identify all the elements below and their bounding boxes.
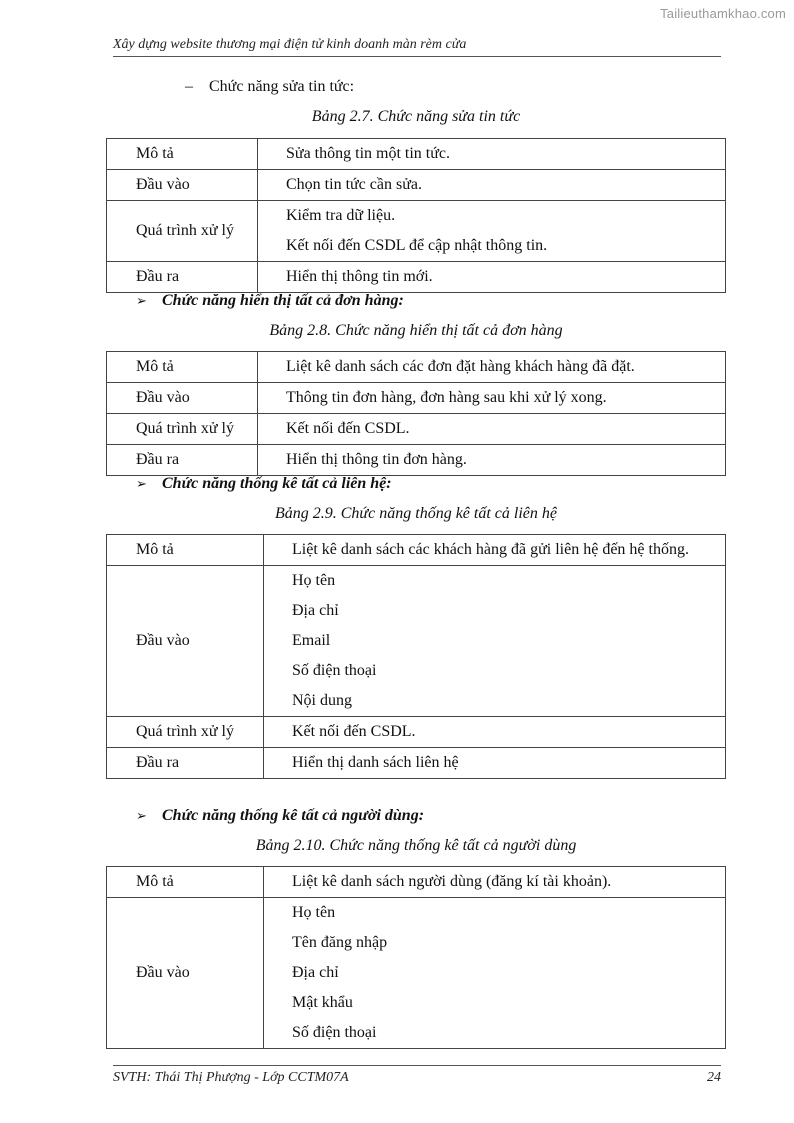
row-label: Đầu vào [107,170,258,201]
row-label: Đầu vào [107,566,264,717]
value-line: Mật khẩu [292,994,353,1011]
table-row [107,352,726,383]
row-label: Đầu ra [107,262,258,293]
row-value: Kết nối đến CSDL. [258,414,726,445]
table-row [107,566,726,717]
row-label: Mô tả [107,535,264,566]
value-line: Nội dung [292,692,352,709]
heading-text: Chức năng hiển thị tất cả đơn hàng: [162,292,404,309]
footer-author: SVTH: Thái Thị Phượng - Lớp CCTM07A [113,1070,349,1085]
table-row [107,139,726,170]
row-label: Mô tả [107,352,258,383]
spec-table-2-10 [106,866,726,1049]
arrow-bullet-icon: ➢ [136,809,147,824]
dash-bullet-icon: – [185,78,193,95]
value-line: Số điện thoại [292,662,377,679]
table-caption: Bảng 2.7. Chức năng sửa tin tức [311,108,521,125]
value-line: Kiểm tra dữ liệu. [286,207,396,224]
table-row [107,414,726,445]
table-row [107,445,726,476]
row-value: Hiển thị thông tin mới. [258,262,726,293]
row-value [258,201,726,262]
heading-text: Chức năng sửa tin tức: [209,78,355,95]
row-value: Sửa thông tin một tin tức. [258,139,726,170]
value-line: Số điện thoại [292,1024,377,1041]
row-value [264,566,726,717]
watermark: Tailieuthamkhao.com [660,6,786,21]
row-label: Đầu vào [107,383,258,414]
row-value [264,898,726,1049]
row-label: Quá trình xử lý [107,414,258,445]
spec-table-2-8 [106,351,726,476]
table-row [107,867,726,898]
table-row [107,535,726,566]
row-label: Mô tả [107,867,264,898]
table-row [107,748,726,779]
arrow-bullet-icon: ➢ [136,477,147,492]
row-label: Đầu vào [107,898,264,1049]
row-label: Đầu ra [107,748,264,779]
row-value: Kết nối đến CSDL. [264,717,726,748]
table-row [107,717,726,748]
section-heading-all-users [136,807,424,825]
arrow-bullet-icon: ➢ [136,294,147,309]
table-row [107,201,726,262]
row-value: Liệt kê danh sách người dùng (đăng kí tài khoản). [264,867,726,898]
row-value: Chọn tin tức cần sửa. [258,170,726,201]
row-label: Đầu ra [107,445,258,476]
table-row [107,898,726,1049]
row-label: Mô tả [107,139,258,170]
spec-table-2-9 [106,534,726,779]
row-value: Hiển thị danh sách liên hệ [264,748,726,779]
table-caption: Bảng 2.9. Chức năng thống kê tất cả liên hệ [274,505,557,522]
running-footer [113,1065,721,1086]
table-caption: Bảng 2.8. Chức năng hiển thị tất cả đơn hàng [269,322,563,339]
section-heading-all-orders [136,292,404,310]
table-row [107,383,726,414]
heading-text: Chức năng thống kê tất cả người dùng: [162,807,425,824]
section-heading-edit-news [185,78,354,96]
value-line: Địa chỉ [292,964,339,981]
heading-text: Chức năng thống kê tất cả liên hệ: [162,475,392,492]
page-number: 24 [707,1070,721,1085]
running-header: Xây dựng website thương mại điện tử kinh doanh màn rèm cửa [113,37,721,57]
spec-table-2-7 [106,138,726,293]
value-line: Tên đăng nhập [292,934,388,951]
value-line: Địa chỉ [292,602,339,619]
table-caption: Bảng 2.10. Chức năng thống kê tất cả người dùng [255,837,577,854]
row-value: Liệt kê danh sách các đơn đặt hàng khách hàng đã đặt. [258,352,726,383]
row-value: Thông tin đơn hàng, đơn hàng sau khi xử lý xong. [258,383,726,414]
section-heading-all-contacts [136,475,392,493]
table-row [107,170,726,201]
row-value [264,535,726,566]
row-label: Quá trình xử lý [107,717,264,748]
row-label: Quá trình xử lý [107,201,258,262]
table-row [107,262,726,293]
value-paragraph: Liệt kê danh sách các khách hàng đã gửi liên hệ đến hệ thống. [292,541,689,558]
value-line: Email [292,632,331,649]
value-line: Kết nối đến CSDL để cập nhật thông tin. [286,237,548,254]
row-value: Hiển thị thông tin đơn hàng. [258,445,726,476]
value-line: Họ tên [292,572,336,589]
value-line: Họ tên [292,904,336,921]
